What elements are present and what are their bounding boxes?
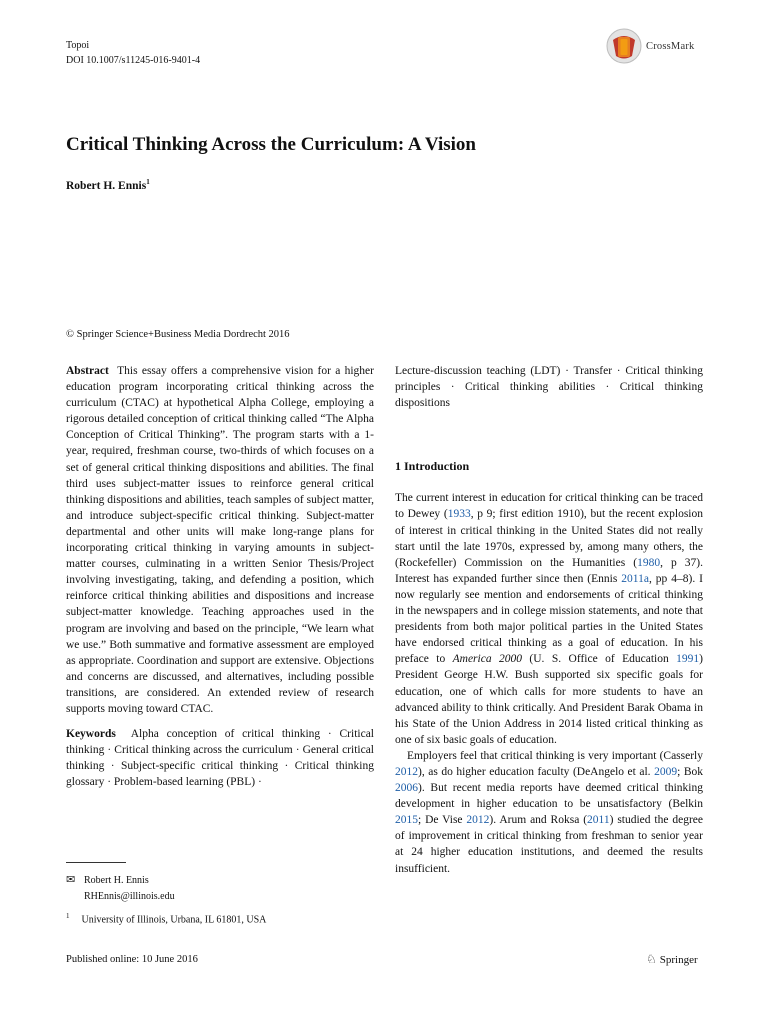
citation-link[interactable]: 2012 <box>395 765 418 778</box>
keywords-label: Keywords <box>66 728 116 741</box>
text-run: , p 9; first edition 1910), but the recent explosion of interest in critical thinking in the United States did not really start until the late 1970s, expressed by, among many others, the (Rockefeller) Commission on the Humanities ( <box>395 508 703 569</box>
affiliation-mark: 1 <box>66 912 70 920</box>
keywords-text: Alpha conception of critical thinking · Critical thinking · Critical thinking across the curriculum · General critical thinking · Subject-specific critical thinking · Critical thinking glossary · Problem-based learning (PBL) · <box>66 728 374 789</box>
author-affil-mark: 1 <box>146 178 150 186</box>
left-column <box>66 363 374 790</box>
publisher-logo <box>646 952 698 967</box>
citation-link[interactable]: 2011 <box>587 814 610 827</box>
citation-link[interactable]: 2006 <box>395 782 418 795</box>
right-column <box>395 363 703 877</box>
text-run: ; Bok <box>677 765 703 778</box>
italic-title: America 2000 <box>452 653 522 666</box>
text-run: ) President George H.W. Bush supported six specific goals for education, one of which calls for more students to have an advanced ability to think critically. And President Barak Obama in his State of the Union Address in 2014 listed critical thinking as one of six basic goals of education. <box>395 653 703 746</box>
abstract <box>66 363 374 717</box>
journal-name: Topoi <box>66 40 90 51</box>
citation-link[interactable]: 2015 <box>395 814 418 827</box>
abstract-label: Abstract <box>66 365 109 377</box>
corresponding-author <box>66 873 175 904</box>
crossmark-badge[interactable] <box>606 28 706 68</box>
contact-email[interactable]: RHEnnis@illinois.edu <box>84 890 175 902</box>
springer-horse-icon: ♘ <box>646 952 657 966</box>
citation-link[interactable]: 1980 <box>637 556 661 569</box>
doi-text[interactable]: DOI 10.1007/s11245-016-9401-4 <box>66 55 201 66</box>
text-run: ; De Vise <box>418 814 467 827</box>
text-run: ), as do higher education faculty (DeAngelo et al. <box>418 765 655 778</box>
citation-link[interactable]: 1933 <box>447 508 471 521</box>
affiliation-text: University of Illinois, Urbana, IL 61801, USA <box>81 914 267 926</box>
copyright-notice: © Springer Science+Business Media Dordrecht 2016 <box>66 329 290 340</box>
citation-link[interactable]: 2012 <box>466 814 490 827</box>
intro-paragraph-1 <box>395 490 703 748</box>
affiliation-footnote <box>66 912 266 925</box>
author-name: Robert H. Ennis <box>66 179 147 192</box>
text-run: The current interest in education for critical thinking can be traced to Dewey ( <box>395 492 703 521</box>
text-run: , pp 4–8). I now regularly see mention and endorsements of critical thinking in the newspapers and in college mission statements, and note that presidents from both major political parties in the United States have endorsed critical thinking as a goal of education. In his preface to <box>395 572 703 666</box>
envelope-icon: ✉ <box>66 874 76 886</box>
abstract-text: This essay offers a comprehensive vision for a higher education program incorporating critical thinking across the curriculum (CTAC) at hypothetical Alpha College, employing a rigorous detailed conception of critical thinking called “The Alpha Conception of Critical Thinking”. The program starts with a 1-year, required, freshman course, two-thirds of which focuses on a set of general critical thinking dispositions and abilities. The final third uses subject-matter issues to reinforce general critical thinking dispositions and abilities, teach samples of subject matter, and introduce subject-specific critical thinking. Subject-matter departmental and other units will make long-range plans for incorporating critical thinking in varying amounts in subject-matter courses, culminating in a written Senior Thesis/Project involving investigating, taking, and defending a position, which reinforce critical thinking abilities and dispositions and increase subject-matter knowledge. Teaching approaches used in the program are involving and based on the principle, “We learn what we use.” Both summative and formative assessment are employed as appropriate. Coordination and support are extensive. Objections and concerns are discussed, and alternatives, including possible transitions, are considered. An extended review of research supports moving toward CTAC. <box>66 365 374 715</box>
footnote-divider <box>66 862 126 863</box>
citation-link[interactable]: 2009 <box>654 765 678 778</box>
text-run: , p 37). Interest has expanded further since then (Ennis <box>395 556 703 585</box>
text-run: Employers feel that critical thinking is very important (Casserly <box>407 749 703 762</box>
section-heading: 1 Introduction <box>395 459 470 474</box>
keywords <box>66 726 374 790</box>
text-run: (U. S. Office of Education <box>522 653 677 666</box>
keywords-continued: Lecture-discussion teaching (LDT) · Transfer · Critical thinking principles · Critical thinking abilities · Critical thinking dispositions <box>395 365 703 410</box>
crossmark-icon <box>606 28 642 64</box>
text-run: ). But recent media reports have deemed critical thinking development in higher education to be unsatisfactory (Belkin <box>395 782 703 811</box>
intro-paragraph-2 <box>395 748 703 877</box>
text-run: ) studied the degree of improvement in critical thinking from freshman to senior year at 24 higher education institutions, and deemed the results insufficient. <box>395 814 703 875</box>
crossmark-label: CrossMark <box>646 41 695 52</box>
text-run: ). Arum and Roksa ( <box>489 814 588 827</box>
author-line <box>66 178 150 192</box>
publisher-name: Springer <box>659 954 698 966</box>
contact-name: Robert H. Ennis <box>84 875 149 886</box>
paper-title: Critical Thinking Across the Curriculum: A Vision <box>66 134 476 155</box>
published-date: Published online: 10 June 2016 <box>66 954 198 965</box>
citation-link[interactable]: 1991 <box>676 653 700 666</box>
citation-link[interactable]: 2011a <box>621 572 649 585</box>
